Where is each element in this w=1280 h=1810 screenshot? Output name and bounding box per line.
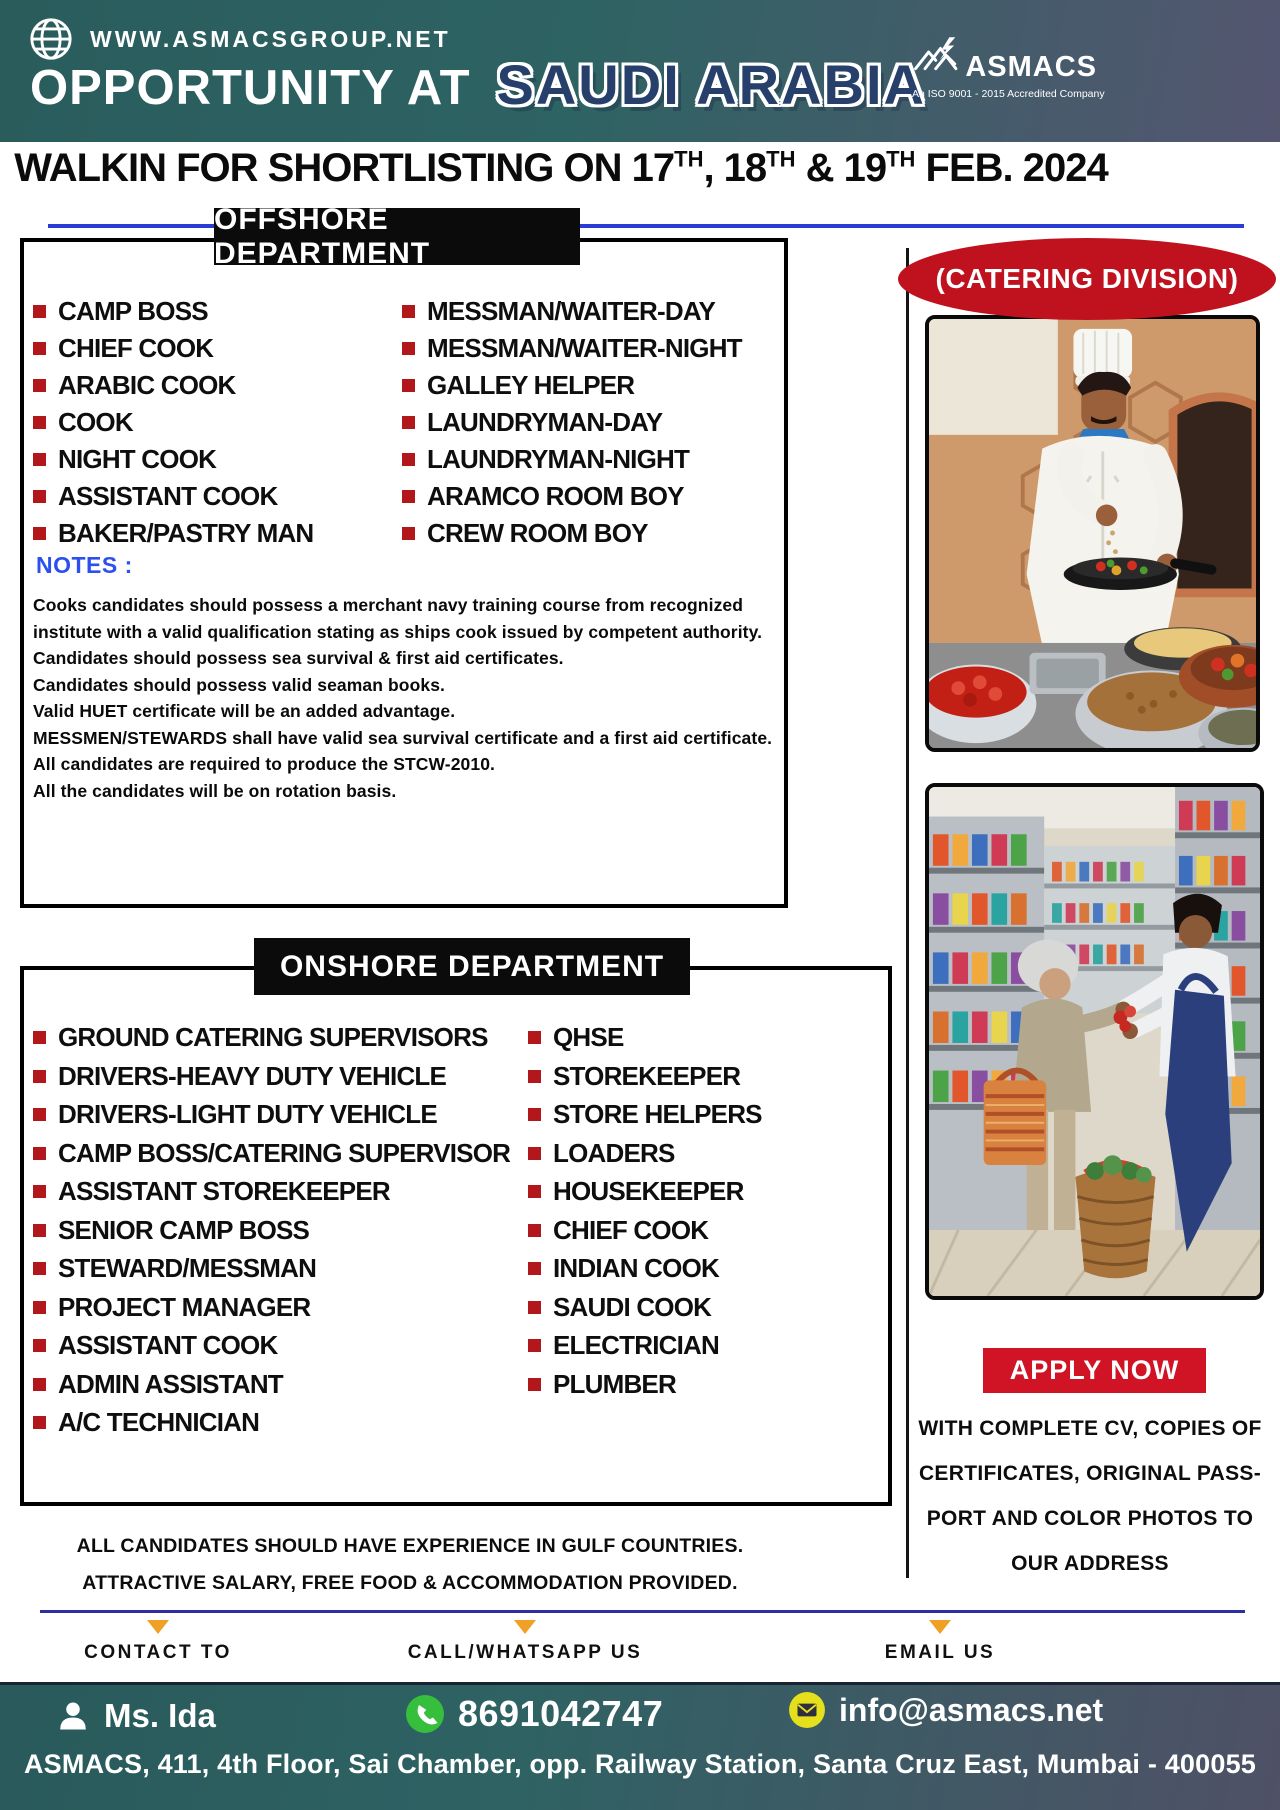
email-contact	[788, 1691, 1103, 1729]
job-list-item	[33, 1292, 510, 1331]
email-us-header	[830, 1620, 1050, 1664]
red-square-bullet-icon	[33, 1031, 46, 1044]
job-title: PROJECT MANAGER	[58, 1291, 311, 1322]
job-title: ASSISTANT STOREKEEPER	[58, 1176, 390, 1206]
job-title: DRIVERS-LIGHT DUTY VEHICLE	[58, 1099, 437, 1129]
job-list-item	[528, 1369, 762, 1408]
job-title: ASSISTANT COOK	[58, 1330, 278, 1360]
apply-instruction-line: WITH COMPLETE CV, COPIES OF	[918, 1417, 1262, 1440]
job-list-item	[528, 1330, 762, 1369]
note-line: All candidates are required to produce the STCW-2010.	[33, 754, 495, 774]
red-square-bullet-icon	[528, 1224, 541, 1237]
red-square-bullet-icon	[402, 453, 415, 466]
job-title: GROUND CATERING SUPERVISORS	[58, 1022, 488, 1052]
red-square-bullet-icon	[33, 1224, 46, 1237]
red-square-bullet-icon	[33, 1070, 46, 1083]
note-line: Candidates should possess valid seaman books.	[33, 674, 445, 695]
note-line: institute with a valid qualification stating as ships cook issued by competent authority.	[33, 621, 763, 642]
job-title: CREW ROOM BOY	[427, 518, 648, 548]
job-list-item	[33, 444, 313, 481]
main-title	[30, 52, 926, 117]
onshore-column-1	[33, 1022, 510, 1446]
red-square-bullet-icon	[528, 1070, 541, 1083]
red-square-bullet-icon	[33, 1108, 46, 1121]
job-list-item	[528, 1176, 762, 1215]
title-opportunity: OPPORTUNITY AT	[30, 61, 471, 115]
walkin-heading: WALKIN FOR SHORTLISTING ON 17TH, 18TH & 19TH FEB. 2024	[14, 146, 1108, 190]
phone-contact	[405, 1693, 663, 1735]
job-list-item	[33, 296, 313, 333]
note-line: Candidates should possess sea survival & first aid certificates.	[33, 648, 564, 668]
job-list-item	[33, 1176, 510, 1215]
whatsapp-phone-icon	[405, 1694, 445, 1734]
red-square-bullet-icon	[528, 1339, 541, 1352]
contact-person	[55, 1697, 216, 1735]
red-square-bullet-icon	[528, 1108, 541, 1121]
job-list-item	[33, 1369, 510, 1408]
red-square-bullet-icon	[402, 379, 415, 392]
job-list-item	[402, 370, 742, 407]
email-envelope-icon	[788, 1691, 826, 1729]
catering-division-badge: (CATERING DIVISION)	[898, 238, 1276, 320]
job-list-item	[33, 1330, 510, 1369]
offshore-column-2	[402, 296, 742, 555]
apply-instruction-line: CERTIFICATES, ORIGINAL PASS-	[918, 1462, 1262, 1485]
chef-illustration	[929, 319, 1256, 748]
red-square-bullet-icon	[402, 305, 415, 318]
red-square-bullet-icon	[33, 1262, 46, 1275]
note-line: All the candidates will be on rotation basis.	[33, 780, 397, 801]
job-title: NIGHT COOK	[58, 444, 217, 474]
red-square-bullet-icon	[402, 527, 415, 540]
email-address[interactable]: info@asmacs.net	[839, 1691, 1104, 1728]
red-square-bullet-icon	[33, 1185, 46, 1198]
red-square-bullet-icon	[33, 1416, 46, 1429]
red-square-bullet-icon	[528, 1031, 541, 1044]
job-title: PLUMBER	[553, 1368, 676, 1399]
job-title: SAUDI COOK	[553, 1291, 712, 1322]
job-list-item	[528, 1022, 762, 1061]
website-url[interactable]: WWW.ASMACSGROUP.NET	[90, 25, 451, 52]
job-list-item	[402, 518, 742, 555]
job-title: CHIEF COOK	[58, 333, 214, 363]
requirement-line-2: ATTRACTIVE SALARY, FREE FOOD & ACCOMMODATION PROVIDED.	[82, 1572, 738, 1594]
job-title: STORE HELPERS	[553, 1099, 762, 1129]
offshore-column-1	[33, 296, 313, 555]
job-list-item	[528, 1061, 762, 1100]
red-square-bullet-icon	[528, 1301, 541, 1314]
job-list-item	[33, 518, 313, 555]
requirements-text	[60, 1528, 760, 1602]
note-line: Cooks candidates should possess a merchant navy training course from recognized	[33, 595, 744, 615]
job-list-item	[33, 333, 313, 370]
offshore-section-title: OFFSHORE DEPARTMENT	[214, 208, 580, 265]
onshore-column-2	[528, 1022, 762, 1407]
apply-instruction-line: OUR ADDRESS	[1011, 1552, 1169, 1575]
job-title: ASSISTANT COOK	[58, 481, 278, 511]
job-list-item	[33, 1138, 510, 1177]
job-title: MESSMAN/WAITER-DAY	[427, 296, 715, 326]
logo-subtext: An ISO 9001 - 2015 Accredited Company	[912, 88, 1105, 100]
notes-list	[33, 592, 781, 804]
job-title: ADMIN ASSISTANT	[58, 1368, 283, 1399]
job-title: A/C TECHNICIAN	[58, 1407, 260, 1437]
contact-to-header	[58, 1620, 258, 1664]
job-list-item	[33, 370, 313, 407]
notes-label: NOTES :	[36, 552, 133, 578]
apply-instructions	[908, 1406, 1272, 1586]
job-list-item	[528, 1215, 762, 1254]
red-square-bullet-icon	[33, 379, 46, 392]
job-title: SENIOR CAMP BOSS	[58, 1214, 310, 1245]
job-title: LAUNDRYMAN-DAY	[427, 407, 663, 437]
job-title: ARAMCO ROOM BOY	[427, 481, 684, 511]
email-us-label: EMAIL US	[884, 1642, 996, 1663]
job-list-item	[528, 1138, 762, 1177]
down-triangle-icon	[514, 1620, 536, 1634]
red-square-bullet-icon	[33, 416, 46, 429]
red-square-bullet-icon	[528, 1185, 541, 1198]
note-line: Valid HUET certificate will be an added advantage.	[33, 701, 456, 721]
job-title: HOUSEKEEPER	[553, 1176, 744, 1206]
job-list-item	[33, 1061, 510, 1100]
red-square-bullet-icon	[33, 527, 46, 540]
red-square-bullet-icon	[528, 1262, 541, 1275]
job-title: DRIVERS-HEAVY DUTY VEHICLE	[58, 1060, 447, 1091]
contact-to-label: CONTACT TO	[84, 1642, 232, 1663]
person-icon	[55, 1698, 91, 1734]
onshore-section-title: ONSHORE DEPARTMENT	[254, 938, 690, 995]
job-list-item	[33, 1215, 510, 1254]
job-title: QHSE	[553, 1022, 624, 1052]
red-square-bullet-icon	[402, 342, 415, 355]
red-square-bullet-icon	[33, 453, 46, 466]
footer-band	[0, 1682, 1280, 1810]
job-list-item	[33, 481, 313, 518]
job-title: LAUNDRYMAN-NIGHT	[427, 444, 690, 474]
job-title: LOADERS	[553, 1137, 675, 1168]
bottom-divider-line	[40, 1610, 1245, 1613]
call-whatsapp-header	[395, 1620, 655, 1664]
logo-row	[912, 24, 1097, 86]
job-list-item	[528, 1099, 762, 1138]
note-line: MESSMEN/STEWARDS shall have valid sea survival certificate and a first aid certificate.	[33, 727, 773, 748]
job-list-item	[528, 1292, 762, 1331]
requirement-line-1: ALL CANDIDATES SHOULD HAVE EXPERIENCE IN GULF COUNTRIES.	[76, 1535, 744, 1557]
phone-number[interactable]: 8691042747	[458, 1693, 664, 1734]
job-title: CAMP BOSS/CATERING SUPERVISOR	[58, 1137, 511, 1168]
down-triangle-icon	[147, 1620, 169, 1634]
grocery-illustration	[929, 787, 1260, 1296]
logo-text: ASMACS	[965, 51, 1097, 83]
grocery-store-photo	[925, 783, 1264, 1300]
job-list-item	[402, 444, 742, 481]
job-list-item	[402, 407, 742, 444]
red-square-bullet-icon	[528, 1147, 541, 1160]
apply-now-button[interactable]: APPLY NOW	[983, 1348, 1206, 1393]
job-title: BAKER/PASTRY MAN	[58, 518, 314, 548]
job-title: GALLEY HELPER	[427, 370, 635, 400]
job-list-item	[33, 1253, 510, 1292]
chef-photo	[925, 315, 1260, 752]
red-square-bullet-icon	[528, 1378, 541, 1391]
job-list-item	[33, 1099, 510, 1138]
apply-instruction-line: PORT AND COLOR PHOTOS TO	[926, 1507, 1254, 1530]
job-title: STEWARD/MESSMAN	[58, 1253, 317, 1283]
red-square-bullet-icon	[33, 1301, 46, 1314]
red-square-bullet-icon	[33, 490, 46, 503]
job-title: STOREKEEPER	[553, 1060, 741, 1091]
header-band	[0, 0, 1280, 142]
asmacs-mountain-logo-icon	[912, 24, 971, 86]
call-whatsapp-label: CALL/WHATSAPP US	[407, 1642, 643, 1663]
job-list-item	[528, 1253, 762, 1292]
red-square-bullet-icon	[33, 1339, 46, 1352]
job-list-item	[33, 1022, 510, 1061]
job-title: ELECTRICIAN	[553, 1330, 719, 1360]
job-title: CHIEF COOK	[553, 1214, 709, 1245]
job-title: COOK	[58, 407, 133, 437]
company-logo	[912, 24, 1105, 100]
job-list-item	[33, 1407, 510, 1446]
red-square-bullet-icon	[33, 1147, 46, 1160]
down-triangle-icon	[929, 1620, 951, 1634]
company-address: ASMACS, 411, 4th Floor, Sai Chamber, opp. Railway Station, Santa Cruz East, Mumbai - 400055	[23, 1749, 1257, 1779]
title-country: SAUDI ARABIA	[496, 53, 926, 116]
job-list-item	[402, 481, 742, 518]
red-square-bullet-icon	[402, 490, 415, 503]
job-list-item	[402, 296, 742, 333]
red-square-bullet-icon	[33, 342, 46, 355]
vertical-divider-line	[906, 248, 909, 1578]
contact-person-name: Ms. Ida	[104, 1697, 216, 1734]
red-square-bullet-icon	[402, 416, 415, 429]
job-title: MESSMAN/WAITER-NIGHT	[427, 333, 742, 363]
job-title: INDIAN COOK	[553, 1253, 719, 1283]
red-square-bullet-icon	[33, 305, 46, 318]
job-title: ARABIC COOK	[58, 370, 236, 400]
red-square-bullet-icon	[33, 1378, 46, 1391]
job-list-item	[402, 333, 742, 370]
job-title: CAMP BOSS	[58, 296, 208, 326]
job-list-item	[33, 407, 313, 444]
